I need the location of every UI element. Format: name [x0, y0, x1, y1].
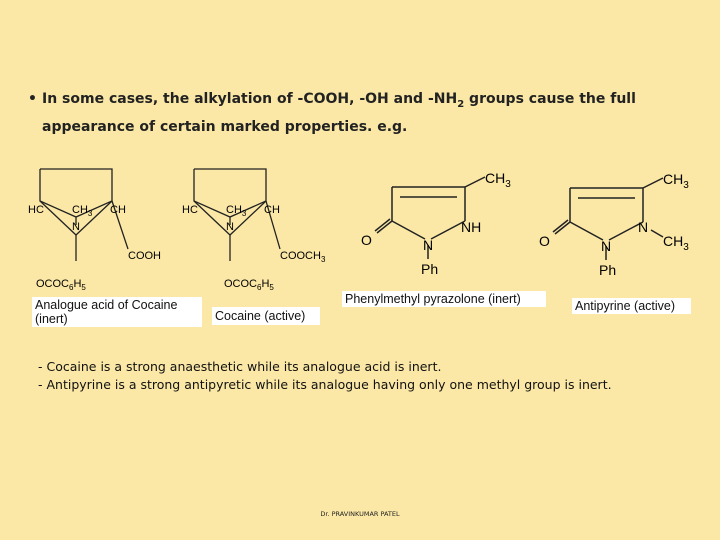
structure-antipyrine — [535, 155, 715, 290]
cocaine-hc: HC — [182, 204, 198, 216]
cocaine-cooch3: $COOCH_3$ — [280, 250, 326, 264]
notes — [38, 358, 698, 394]
caption-cocaine-text: Cocaine (active) — [215, 309, 306, 323]
cocaine-ococ6h5: $OCOC_6H_5$ — [224, 278, 274, 292]
bullet-dot-icon: • — [28, 91, 37, 107]
antipyrine-ch3-right: $CH_3$ — [663, 233, 689, 253]
antipyrine-o: O — [539, 233, 550, 249]
structure-cocaine-analogue — [30, 155, 180, 295]
caption-cocaine-analogue — [32, 297, 202, 327]
antipyrine-ph: Ph — [599, 262, 617, 278]
pyrazolone-ph: Ph — [421, 261, 439, 277]
structure-cocaine — [182, 155, 342, 295]
cocaine-ch3: $CH_3$ — [226, 204, 247, 218]
pyrazolone-n: N — [423, 237, 434, 253]
bullet-point — [28, 88, 682, 138]
cocaine-analogue-ch: CH — [110, 204, 126, 216]
cocaine-analogue-hc: HC — [28, 204, 44, 216]
cocaine-analogue-n: N — [72, 221, 80, 233]
structure-phenylmethyl-pyrazolone — [355, 155, 535, 290]
caption-pyrazolone — [342, 291, 546, 307]
caption-antipyrine — [572, 298, 691, 314]
cocaine-analogue-ch3: $CH_3$ — [72, 204, 93, 218]
caption-cocaine — [212, 307, 320, 325]
cocaine-analogue-ococ6h5: $OCOC_6H_5$ — [36, 278, 86, 292]
bullet-text-part1: In some cases, the alkylation of -COOH, -OH and -NH — [42, 91, 458, 107]
caption-cocaine-analogue-line2: (inert) — [35, 312, 68, 326]
cocaine-ch: CH — [264, 204, 280, 216]
antipyrine-ch3-top: $CH_3$ — [663, 171, 689, 191]
caption-cocaine-analogue-line1: Analogue acid of Cocaine — [35, 298, 178, 312]
bullet-text-part2: groups cause the full appearance of certain marked properties. e.g. — [42, 91, 636, 135]
cocaine-analogue-cooh: COOH — [128, 250, 161, 262]
antipyrine-n: N — [601, 238, 612, 254]
pyrazolone-nh: NH — [461, 219, 482, 235]
pyrazolone-o: O — [361, 232, 372, 248]
caption-antipyrine-text: Antipyrine (active) — [575, 299, 676, 313]
caption-pyrazolone-text: Phenylmethyl pyrazolone (inert) — [345, 292, 521, 306]
bullet-subscript: 2 — [457, 98, 465, 110]
note-antipyrine: - Antipyrine is a strong antipyretic while its analogue having only one methyl group is inert. — [38, 377, 612, 392]
antipyrine-n-right: N — [638, 219, 649, 235]
cocaine-n: N — [226, 221, 234, 233]
pyrazolone-ch3: $CH_3$ — [485, 170, 511, 190]
note-cocaine: - Cocaine is a strong anaesthetic while its analogue acid is inert. — [38, 359, 442, 374]
footer-author: Dr. PRAVINKUMAR PATEL — [320, 510, 400, 518]
